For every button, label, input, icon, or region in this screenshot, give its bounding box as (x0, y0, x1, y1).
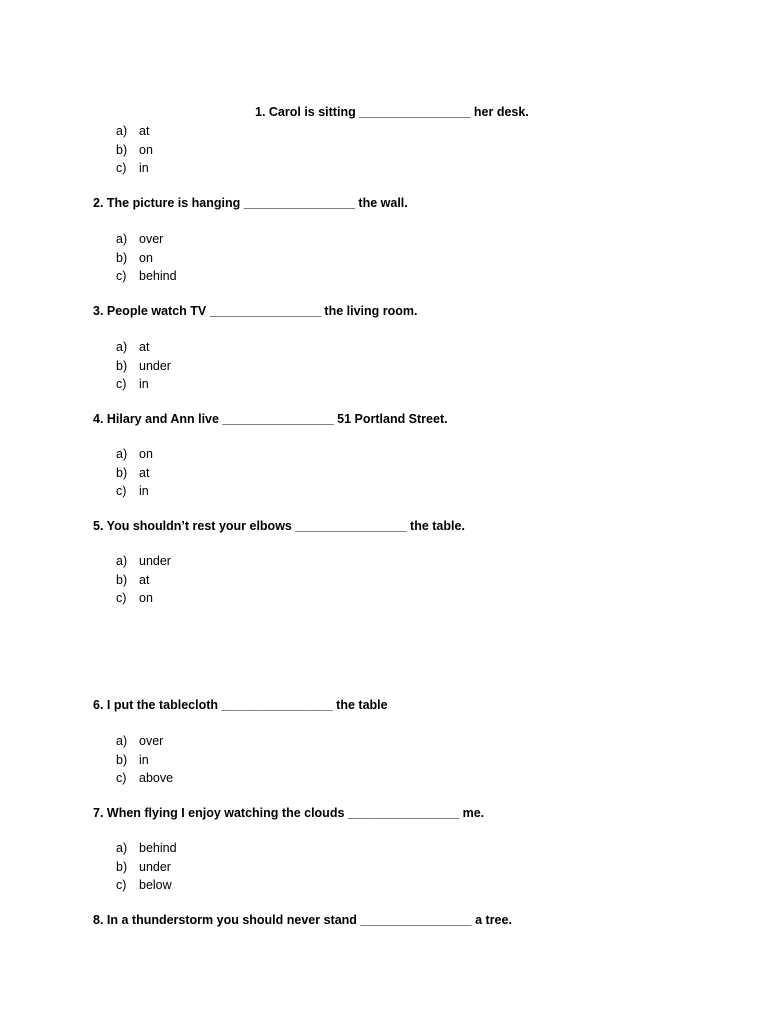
option-2b[interactable] (116, 249, 177, 268)
question-3: 3. People watch TV ________________ the living room. (93, 304, 418, 318)
option-text: below (139, 878, 172, 892)
option-letter: b) (116, 572, 128, 587)
option-text: on (139, 142, 153, 157)
question-7: 7. When flying I enjoy watching the clouds ________________ me. (93, 806, 485, 820)
options-question-6 (116, 732, 173, 788)
option-1b[interactable] (116, 141, 153, 160)
option-3a[interactable] (116, 338, 171, 357)
option-text: on (139, 250, 153, 265)
option-letter: a) (116, 841, 128, 855)
option-letter: b) (116, 859, 128, 874)
options-question-4 (116, 445, 153, 501)
question-5: 5. You shouldn’t rest your elbows ________________ the table. (93, 519, 465, 533)
option-4c[interactable] (116, 482, 153, 501)
option-letter: a) (116, 124, 128, 138)
option-text: at (139, 465, 150, 480)
option-6c[interactable] (116, 769, 173, 788)
option-letter: b) (116, 142, 128, 157)
option-text: behind (139, 841, 177, 855)
option-letter: c) (116, 377, 127, 391)
option-letter: a) (116, 554, 128, 568)
option-text: on (139, 591, 153, 605)
option-letter: a) (116, 447, 128, 461)
question-2: 2. The picture is hanging ________________ the wall. (93, 196, 408, 210)
option-text: on (139, 447, 153, 461)
option-text: in (139, 161, 149, 175)
option-4b[interactable] (116, 464, 153, 483)
option-letter: c) (116, 161, 127, 175)
question-1: 1. Carol is sitting ________________ her desk. (255, 105, 529, 119)
options-question-7 (116, 839, 177, 895)
option-letter: b) (116, 465, 128, 480)
option-letter: a) (116, 232, 128, 246)
option-text: in (139, 377, 149, 391)
option-3c[interactable] (116, 375, 171, 394)
option-text: behind (139, 269, 177, 283)
option-2c[interactable] (116, 267, 177, 286)
option-letter: b) (116, 250, 128, 265)
option-letter: b) (116, 752, 128, 767)
option-text: under (139, 859, 171, 874)
option-letter: c) (116, 269, 127, 283)
option-2a[interactable] (116, 230, 177, 249)
option-1c[interactable] (116, 159, 153, 178)
option-6b[interactable] (116, 751, 173, 770)
option-6a[interactable] (116, 732, 173, 751)
option-1a[interactable] (116, 122, 153, 141)
option-letter: a) (116, 734, 128, 748)
question-6: 6. I put the tablecloth ________________ the table (93, 698, 388, 712)
options-question-1 (116, 122, 153, 178)
option-text: at (139, 340, 150, 354)
option-text: at (139, 572, 150, 587)
option-5a[interactable] (116, 552, 171, 571)
option-text: in (139, 484, 149, 498)
option-letter: a) (116, 340, 128, 354)
option-5b[interactable] (116, 571, 171, 590)
option-text: above (139, 771, 174, 785)
option-text: in (139, 752, 149, 767)
option-text: over (139, 232, 164, 246)
options-question-3 (116, 338, 171, 394)
option-text: over (139, 734, 164, 748)
option-letter: b) (116, 358, 128, 373)
option-7a[interactable] (116, 839, 177, 858)
question-8: 8. In a thunderstorm you should never stand ________________ a tree. (93, 913, 512, 927)
question-4: 4. Hilary and Ann live ________________ 51 Portland Street. (93, 412, 448, 426)
option-text: at (139, 124, 150, 138)
option-text: under (139, 358, 171, 373)
option-3b[interactable] (116, 357, 171, 376)
option-letter: c) (116, 771, 127, 785)
option-text: under (139, 554, 171, 568)
option-letter: c) (116, 484, 127, 498)
options-question-5 (116, 552, 171, 608)
option-letter: c) (116, 878, 127, 892)
option-7c[interactable] (116, 876, 177, 895)
option-7b[interactable] (116, 858, 177, 877)
option-5c[interactable] (116, 589, 171, 608)
options-question-2 (116, 230, 177, 286)
option-4a[interactable] (116, 445, 153, 464)
option-letter: c) (116, 591, 127, 605)
